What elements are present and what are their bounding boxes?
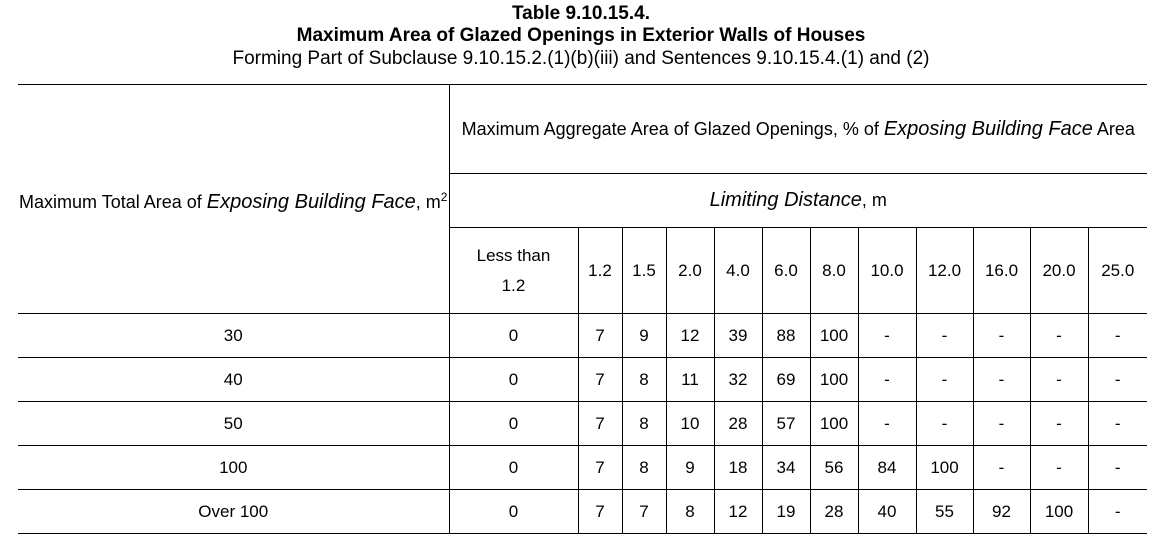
cell-value: - [1088,490,1147,534]
cell-value: - [858,314,916,358]
cell-value: 34 [762,446,810,490]
cell-value: - [1088,358,1147,402]
cell-value: 19 [762,490,810,534]
cell-value: - [858,402,916,446]
cell-value: 18 [714,446,762,490]
cell-value: 10 [666,402,714,446]
cell-value: - [973,446,1030,490]
column-header: 8.0 [810,228,858,314]
row-header-prefix: Maximum Total Area of [19,191,207,212]
cell-value: 7 [578,490,622,534]
limiting-distance-header [449,174,1147,228]
cell-value: 0 [449,490,578,534]
cell-value: 0 [449,402,578,446]
cell-value: 40 [858,490,916,534]
cell-value: 7 [578,358,622,402]
cell-value: - [916,314,973,358]
cell-value: 100 [916,446,973,490]
cell-value: 7 [578,446,622,490]
cell-value: 32 [714,358,762,402]
column-header: 25.0 [1088,228,1147,314]
group-header-cell [449,85,1147,174]
cell-value: 7 [578,402,622,446]
cell-value: 100 [810,314,858,358]
column-header: 6.0 [762,228,810,314]
cell-value: - [1030,402,1088,446]
cell-value: 8 [622,358,666,402]
group-header-italic: Exposing Building Face [883,118,1093,140]
cell-value: 8 [622,446,666,490]
cell-value: 0 [449,358,578,402]
row-header-sup: 2 [440,189,448,204]
limiting-distance-unit: , m [861,190,887,210]
cell-value: 12 [666,314,714,358]
cell-value: 100 [810,358,858,402]
cell-value: 0 [449,446,578,490]
cell-value: 100 [810,402,858,446]
glazed-openings-table [18,84,1147,534]
cell-value: 84 [858,446,916,490]
cell-value: - [1030,446,1088,490]
table-row [18,314,1147,358]
row-header-unit: , m [415,191,441,212]
row-area: 30 [18,314,449,358]
column-header: 1.5 [622,228,666,314]
group-header-prefix: Maximum Aggregate Area of Glazed Openings, % of [461,119,884,139]
column-header: 2.0 [666,228,714,314]
row-header-italic: Exposing Building Face [206,190,416,213]
column-header: Less than 1.2 [449,228,578,314]
row-header-cell [18,85,449,314]
cell-value: 8 [622,402,666,446]
cell-value: 88 [762,314,810,358]
cell-value: 92 [973,490,1030,534]
cell-value: - [916,358,973,402]
cell-value: 7 [622,490,666,534]
table-row [18,446,1147,490]
table-subtitle: Forming Part of Subclause 9.10.15.2.(1)(b)(iii) and Sentences 9.10.15.4.(1) and (2) [232,48,930,69]
cell-value: 28 [714,402,762,446]
column-header: 1.2 [578,228,622,314]
table-row [18,358,1147,402]
cell-value: - [1088,314,1147,358]
cell-value: 7 [578,314,622,358]
column-header: 4.0 [714,228,762,314]
row-area: 40 [18,358,449,402]
table-number: Table 9.10.15.4. [511,3,650,24]
table-row [18,402,1147,446]
table-caption [0,3,1162,70]
cell-value: 69 [762,358,810,402]
group-header-suffix: Area [1092,119,1135,139]
cell-value: - [1088,402,1147,446]
cell-value: 39 [714,314,762,358]
cell-value: - [858,358,916,402]
cell-value: 0 [449,314,578,358]
row-area: 50 [18,402,449,446]
cell-value: 11 [666,358,714,402]
column-header: 10.0 [858,228,916,314]
cell-value: - [973,314,1030,358]
column-header: 20.0 [1030,228,1088,314]
cell-value: - [973,358,1030,402]
cell-value: 55 [916,490,973,534]
cell-value: 56 [810,446,858,490]
column-header: 16.0 [973,228,1030,314]
cell-value: - [916,402,973,446]
cell-value: 100 [1030,490,1088,534]
row-area: 100 [18,446,449,490]
cell-value: 9 [622,314,666,358]
row-area: Over 100 [18,490,449,534]
cell-value: 28 [810,490,858,534]
cell-value: 12 [714,490,762,534]
cell-value: 8 [666,490,714,534]
limiting-distance-italic: Limiting Distance [709,189,862,211]
cell-value: - [973,402,1030,446]
cell-value: - [1088,446,1147,490]
cell-value: - [1030,358,1088,402]
table-row [18,490,1147,534]
cell-value: 9 [666,446,714,490]
cell-value: 57 [762,402,810,446]
table-title: Maximum Area of Glazed Openings in Exterior Walls of Houses [296,25,866,46]
cell-value: - [1030,314,1088,358]
column-header: 12.0 [916,228,973,314]
